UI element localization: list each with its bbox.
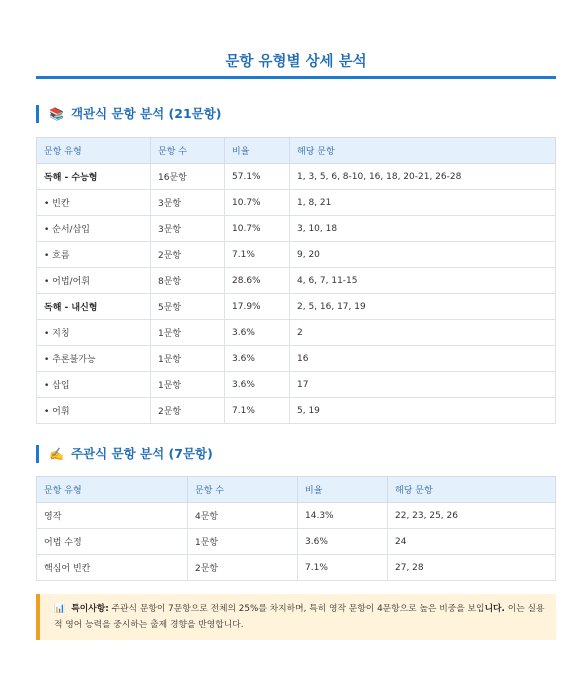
subjective-section-heading [36, 445, 213, 463]
table-cell: 24 [388, 529, 556, 555]
special-note-box [36, 594, 556, 640]
table-cell: 22, 23, 25, 26 [388, 503, 556, 529]
table-row [37, 190, 556, 216]
books-icon: 📚 [49, 107, 64, 121]
title-divider [36, 76, 556, 79]
table-cell: 7.1% [298, 555, 388, 581]
table-cell: 2 [290, 320, 556, 346]
table-cell: 1문항 [188, 529, 298, 555]
column-header: 비율 [225, 138, 290, 164]
table-row [37, 372, 556, 398]
table-cell: • 빈칸 [37, 190, 151, 216]
column-header: 문항 수 [188, 477, 298, 503]
table-cell: 3문항 [151, 190, 225, 216]
table-cell: 3.6% [225, 346, 290, 372]
table-cell: 5, 19 [290, 398, 556, 424]
table-cell: 10.7% [225, 216, 290, 242]
table-cell: 28.6% [225, 268, 290, 294]
table-header-row [37, 477, 556, 503]
table-row [37, 320, 556, 346]
table-cell: 3.6% [225, 320, 290, 346]
table-row [37, 242, 556, 268]
column-header: 비율 [298, 477, 388, 503]
table-cell: 2, 5, 16, 17, 19 [290, 294, 556, 320]
table-cell: 3, 10, 18 [290, 216, 556, 242]
table-cell: 8문항 [151, 268, 225, 294]
table-row [37, 555, 556, 581]
table-cell: 7.1% [225, 398, 290, 424]
table-cell: 1, 3, 5, 6, 8-10, 16, 18, 20-21, 26-28 [290, 164, 556, 190]
column-header: 문항 유형 [37, 477, 188, 503]
table-cell: 2문항 [151, 242, 225, 268]
table-cell: 57.1% [225, 164, 290, 190]
objective-section-heading [36, 105, 222, 123]
table-row [37, 529, 556, 555]
table-cell: 5문항 [151, 294, 225, 320]
table-cell: 3문항 [151, 216, 225, 242]
table-cell: 7.1% [225, 242, 290, 268]
table-row [37, 216, 556, 242]
table-cell: 핵심어 빈칸 [37, 555, 188, 581]
column-header: 문항 수 [151, 138, 225, 164]
column-header: 해당 문항 [290, 138, 556, 164]
note-text-bold: 니다. [484, 604, 505, 614]
table-cell: 17.9% [225, 294, 290, 320]
objective-table [36, 137, 556, 424]
table-cell: 3.6% [298, 529, 388, 555]
table-row [37, 268, 556, 294]
table-row [37, 164, 556, 190]
table-cell: 9, 20 [290, 242, 556, 268]
table-cell: • 흐름 [37, 242, 151, 268]
table-cell: • 추론불가능 [37, 346, 151, 372]
table-cell: 1문항 [151, 372, 225, 398]
table-cell: 어법 수정 [37, 529, 188, 555]
bar-chart-icon: 📊 [54, 604, 66, 614]
note-text-end: 이는 실용적 영어 능력을 중시하는 출제 경향을 반영합니다. [54, 604, 545, 630]
subjective-table [36, 476, 556, 581]
table-row [37, 398, 556, 424]
table-cell: • 삽입 [37, 372, 151, 398]
column-header: 문항 유형 [37, 138, 151, 164]
table-cell: 독해 - 수능형 [37, 164, 151, 190]
table-cell: • 지칭 [37, 320, 151, 346]
table-header-row [37, 138, 556, 164]
objective-heading-text: 객관식 문항 분석 (21문항) [70, 106, 222, 121]
table-cell: • 어휘 [37, 398, 151, 424]
page-title: 문항 유형별 상세 분석 [225, 54, 367, 70]
table-cell: 1문항 [151, 346, 225, 372]
table-cell: 14.3% [298, 503, 388, 529]
table-cell: 17 [290, 372, 556, 398]
table-row [37, 503, 556, 529]
table-row [37, 346, 556, 372]
table-row [37, 294, 556, 320]
note-text: 주관식 문항이 7문항으로 전체의 25%를 차지하며, 특히 영작 문항이 4문항으로 높은 비중을 보입 [108, 604, 485, 614]
table-cell: 4문항 [188, 503, 298, 529]
table-cell: 2문항 [188, 555, 298, 581]
table-cell: 2문항 [151, 398, 225, 424]
column-header: 해당 문항 [388, 477, 556, 503]
table-cell: 16문항 [151, 164, 225, 190]
table-cell: 16 [290, 346, 556, 372]
table-cell: 독해 - 내신형 [37, 294, 151, 320]
table-cell: • 어법/어휘 [37, 268, 151, 294]
table-cell: 1문항 [151, 320, 225, 346]
table-cell: 3.6% [225, 372, 290, 398]
note-label: 특이사항: [71, 604, 109, 614]
table-cell: 10.7% [225, 190, 290, 216]
subjective-heading-text: 주관식 문항 분석 (7문항) [70, 446, 213, 461]
table-cell: 27, 28 [388, 555, 556, 581]
table-cell: 4, 6, 7, 11-15 [290, 268, 556, 294]
table-cell: 영작 [37, 503, 188, 529]
table-cell: • 순서/삽입 [37, 216, 151, 242]
writing-hand-icon: ✍️ [49, 447, 64, 461]
table-cell: 1, 8, 21 [290, 190, 556, 216]
